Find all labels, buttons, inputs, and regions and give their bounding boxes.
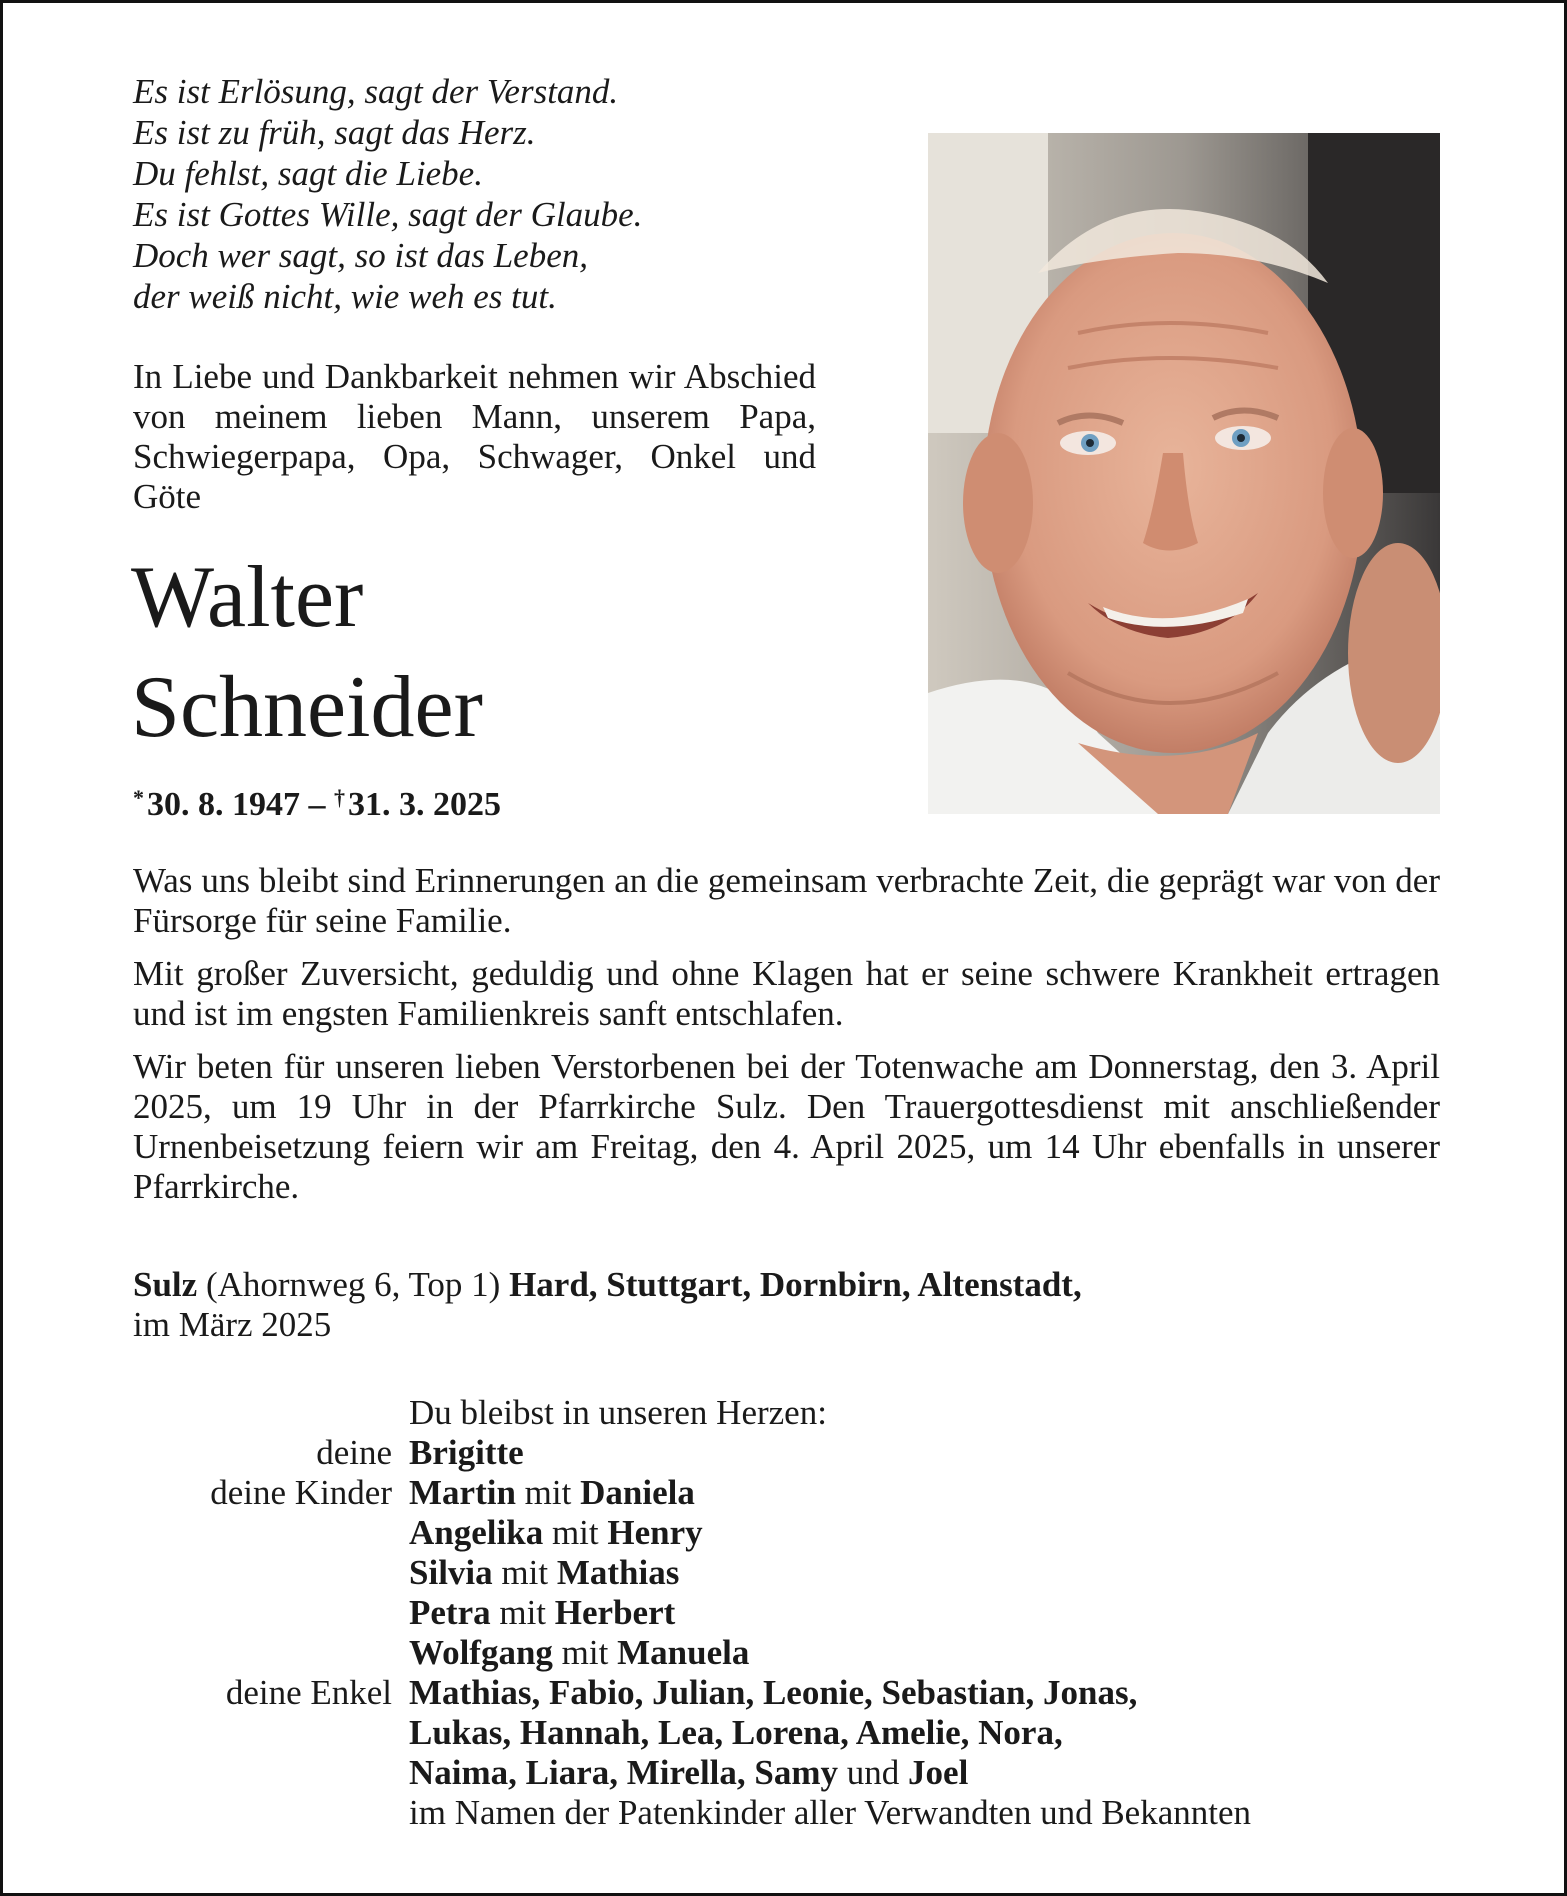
poem-line: Es ist Erlösung, sagt der Verstand. [133, 72, 619, 111]
family-row-wife [3, 1433, 1567, 1473]
child-name: Silvia [409, 1553, 493, 1592]
child-entry [409, 1633, 749, 1673]
child-partner: Herbert [554, 1593, 676, 1632]
death-symbol: † [334, 785, 345, 810]
child-partner: Daniela [580, 1473, 695, 1512]
family-row-child [3, 1473, 1567, 1513]
body-paragraph: Mit großer Zuversicht, geduldig und ohne Klagen hat er seine schwere Krankheit ertragen und ist im engsten Familienkreis sanft entschlafen. [133, 954, 1440, 1033]
child-partner: Mathias [556, 1553, 680, 1592]
grandchildren-label: deine Enkel [225, 1673, 392, 1712]
life-dates [133, 785, 501, 824]
place-and-date [133, 1265, 1440, 1345]
notice-date: im März 2025 [133, 1305, 332, 1344]
obituary-body [133, 861, 1440, 1220]
grandchildren-last: Joel [908, 1753, 969, 1792]
grandchildren-line [409, 1673, 1137, 1713]
child-connector: mit [501, 1553, 549, 1592]
family-closing: im Namen der Patenkinder aller Verwandten und Bekannten [409, 1793, 1251, 1832]
family-heading: Du bleibst in unseren Herzen: [409, 1393, 827, 1432]
home-town: Sulz [133, 1265, 198, 1304]
family-row-child [3, 1553, 1567, 1593]
wife-name-cell [409, 1433, 524, 1473]
child-connector: mit [524, 1473, 572, 1512]
grandchildren-and: und [846, 1753, 900, 1792]
child-name: Martin [409, 1473, 516, 1512]
intro-text: In Liebe und Dankbarkeit nehmen wir Abschied von meinem lieben Mann, unserem Papa, Schwiegerpapa, Opa, Schwager, Onkel und Göte [133, 357, 816, 516]
poem-line: Es ist zu früh, sagt das Herz. [133, 113, 536, 152]
body-paragraph: Was uns bleibt sind Erinnerungen an die gemeinsam verbrachte Zeit, die geprägt war von der Fürsorge für seine Familie. [133, 861, 1440, 940]
child-name: Wolfgang [409, 1633, 553, 1672]
grandchildren-names: Mathias, Fabio, Julian, Leonie, Sebastian, Jonas, [409, 1673, 1138, 1712]
birth-symbol: * [133, 785, 144, 810]
poem-line: Du fehlst, sagt die Liebe. [133, 154, 483, 193]
poem [133, 71, 893, 317]
family-row-grandchildren [3, 1713, 1567, 1753]
date-separator: – [308, 786, 326, 823]
grandchildren-names: Naima, Liara, Mirella, Samy [409, 1753, 839, 1792]
child-name: Petra [409, 1593, 491, 1632]
child-entry [409, 1513, 703, 1553]
family-row-closing [3, 1793, 1567, 1833]
family-row-child [3, 1633, 1567, 1673]
child-connector: mit [499, 1593, 547, 1632]
poem-line: Es ist Gottes Wille, sagt der Glaube. [133, 195, 643, 234]
child-name: Angelika [409, 1513, 544, 1552]
family-list [3, 1393, 1567, 1833]
portrait-photo [928, 133, 1440, 814]
wife-name: Brigitte [409, 1433, 524, 1472]
child-partner: Henry [607, 1513, 703, 1552]
home-address: (Ahornweg 6, Top 1) [205, 1265, 501, 1304]
child-entry [409, 1473, 695, 1513]
first-name: Walter [131, 549, 364, 646]
children-label: deine Kinder [210, 1473, 392, 1512]
grandchildren-line [409, 1713, 1063, 1753]
child-connector: mit [561, 1633, 609, 1672]
family-row-grandchildren [3, 1753, 1567, 1793]
deceased-name [131, 543, 891, 763]
poem-line: der weiß nicht, wie weh es tut. [133, 277, 557, 316]
birth-date: 30. 8. 1947 [147, 786, 300, 823]
place-line [133, 1265, 1440, 1305]
child-entry [409, 1593, 675, 1633]
poem-line: Doch wer sagt, so ist das Leben, [133, 236, 588, 275]
family-row-child [3, 1513, 1567, 1553]
child-entry [409, 1553, 679, 1593]
family-heading-row [3, 1393, 1567, 1433]
child-partner: Manuela [617, 1633, 750, 1672]
death-date: 31. 3. 2025 [348, 786, 501, 823]
grandchildren-names: Lukas, Hannah, Lea, Lorena, Amelie, Nora, [409, 1713, 1063, 1752]
wife-label: deine [316, 1433, 392, 1472]
family-row-child [3, 1593, 1567, 1633]
family-row-grandchildren [3, 1673, 1567, 1713]
other-towns: Hard, Stuttgart, Dornbirn, Altenstadt, [509, 1265, 1082, 1304]
last-name: Schneider [131, 659, 483, 756]
child-connector: mit [551, 1513, 599, 1552]
grandchildren-line [409, 1753, 968, 1793]
body-paragraph: Wir beten für unseren lieben Verstorbenen bei der Totenwache am Donnerstag, den 3. April 2025, um 19 Uhr in der Pfarrkirche Sulz. Den Trauergottesdienst mit anschließender Urnenbeisetzung feiern wir am Freitag, den 4. April 2025, um 14 Uhr ebenfalls in unserer Pfarrkirche. [133, 1047, 1440, 1206]
